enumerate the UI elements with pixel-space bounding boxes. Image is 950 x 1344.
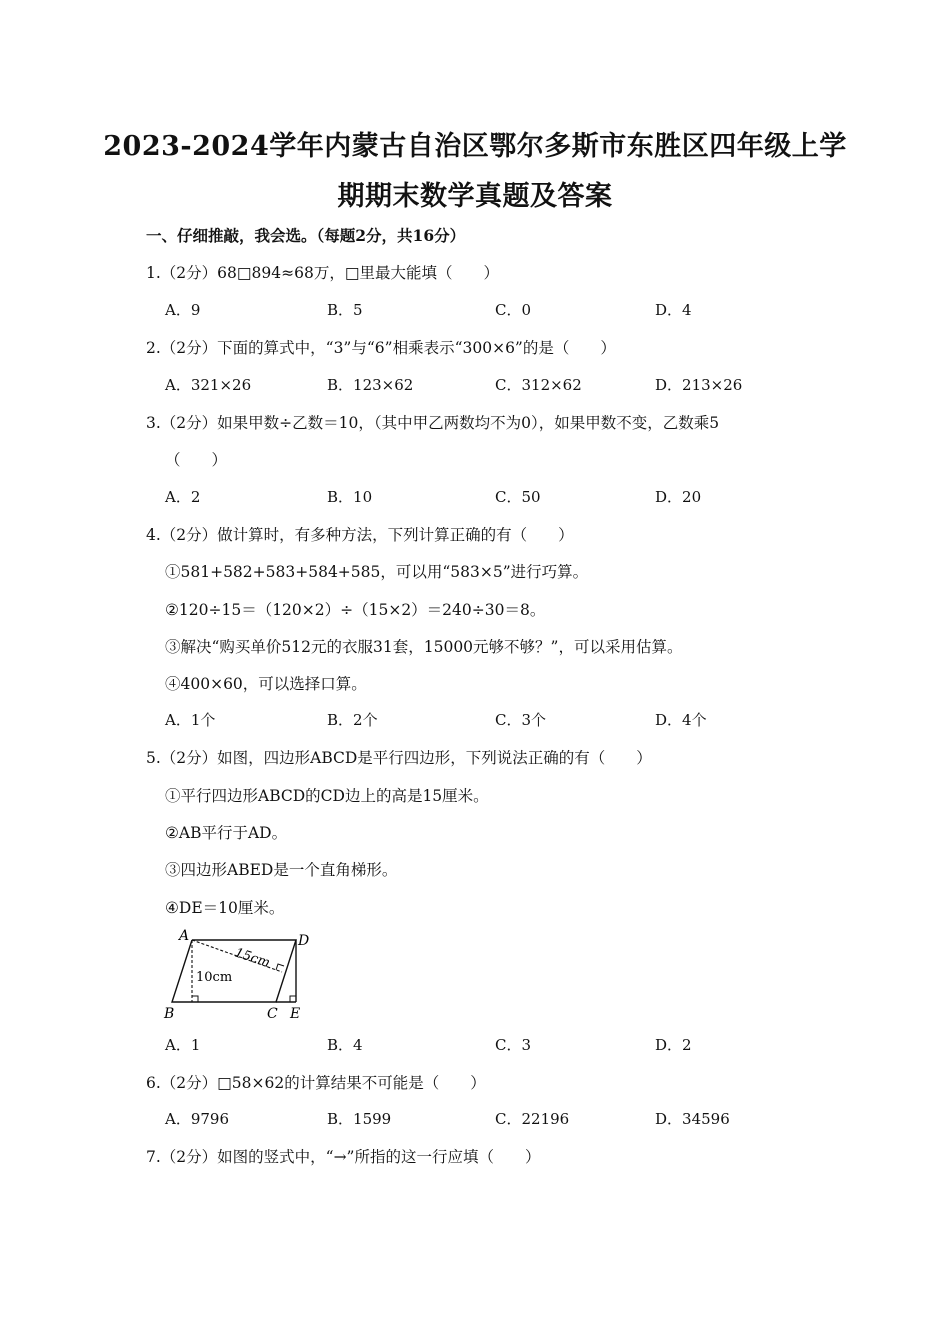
parallelogram-figure [160, 926, 320, 1024]
right-angle-base [192, 996, 198, 1002]
question-4-stem: 4.（2分）做计算时，有多种方法，下列计算正确的有（ ） [146, 526, 574, 544]
q3-option-b: B．10 [327, 488, 373, 506]
q3-option-d: D．20 [655, 488, 702, 506]
q5-item-3: ③四边形ABED是一个直角梯形。 [165, 861, 398, 879]
question-2-stem: 2.（2分）下面的算式中，“3”与“6”相乘表示“300×6”的是（ ） [146, 339, 616, 357]
q5-option-a: A．1 [165, 1036, 201, 1054]
q6-option-d: D．34596 [655, 1110, 730, 1128]
q5-option-d: D．2 [655, 1036, 692, 1054]
question-6-stem: 6.（2分）□58×62的计算结果不可能是（ ） [146, 1074, 486, 1092]
q4-option-a: A．1个 [165, 711, 216, 729]
q5-option-b: B．4 [327, 1036, 363, 1054]
q1-option-d: D．4 [655, 301, 692, 319]
question-3-stem: 3.（2分）如果甲数÷乙数＝10，（其中甲乙两数均不为0），如果甲数不变，乙数乘5 [146, 414, 720, 432]
q2-option-a: A．321×26 [165, 376, 252, 394]
doc-title-line1: 2023-2024学年内蒙古自治区鄂尔多斯市东胜区四年级上学 [103, 131, 847, 162]
label-e: E [290, 1006, 301, 1022]
q2-option-d: D．213×26 [655, 376, 743, 394]
q5-option-c: C．3 [495, 1036, 532, 1054]
label-a: A [179, 928, 190, 944]
q4-option-b: B．2个 [327, 711, 378, 729]
q6-option-b: B．1599 [327, 1110, 392, 1128]
q2-option-c: C．312×62 [495, 376, 582, 394]
question-3-stem-cont: （ ） [165, 451, 228, 469]
question-7-stem: 7.（2分）如图的竖式中，“→”所指的这一行应填（ ） [146, 1148, 541, 1166]
right-angle-cd [276, 964, 284, 970]
q4-option-d: D．4个 [655, 711, 707, 729]
section-heading: 一、仔细推敲，我会选。（每题2分，共16分） [146, 226, 466, 245]
q5-item-2: ②AB平行于AD。 [165, 824, 288, 842]
q4-option-c: C．3个 [495, 711, 547, 729]
q1-option-b: B．5 [327, 301, 363, 319]
q4-item-1: ①581+582+583+584+585，可以用“583×5”进行巧算。 [165, 563, 589, 581]
doc-title-line2: 期期末数学真题及答案 [337, 181, 613, 212]
q4-item-3: ③解决“购买单价512元的衣服31套，15000元够不够？”，可以采用估算。 [165, 638, 683, 656]
q3-option-a: A．2 [165, 488, 201, 506]
question-1-stem: 1.（2分）68□894≈68万，□里最大能填（ ） [146, 264, 499, 282]
q6-option-a: A．9796 [165, 1110, 230, 1128]
q1-option-c: C．0 [495, 301, 532, 319]
question-5-stem: 5.（2分）如图，四边形ABCD是平行四边形，下列说法正确的有（ ） [146, 749, 652, 767]
right-angle-e [290, 996, 296, 1002]
q1-option-a: A．9 [165, 301, 201, 319]
q5-item-1: ①平行四边形ABCD的CD边上的高是15厘米。 [165, 787, 489, 805]
label-c: C [267, 1006, 278, 1022]
q5-item-4: ④DE＝10厘米。 [165, 899, 285, 917]
q2-option-b: B．123×62 [327, 376, 414, 394]
q4-item-2: ②120÷15＝（120×2）÷（15×2）＝240÷30＝8。 [165, 601, 546, 619]
label-15cm: 15cm [232, 945, 272, 971]
label-d: D [298, 933, 310, 949]
label-b: B [164, 1006, 175, 1022]
q4-item-4: ④400×60，可以选择口算。 [165, 675, 367, 693]
q6-option-c: C．22196 [495, 1110, 570, 1128]
label-10cm: 10cm [196, 970, 233, 985]
q3-option-c: C．50 [495, 488, 541, 506]
parallelogram-outline [172, 940, 296, 1002]
